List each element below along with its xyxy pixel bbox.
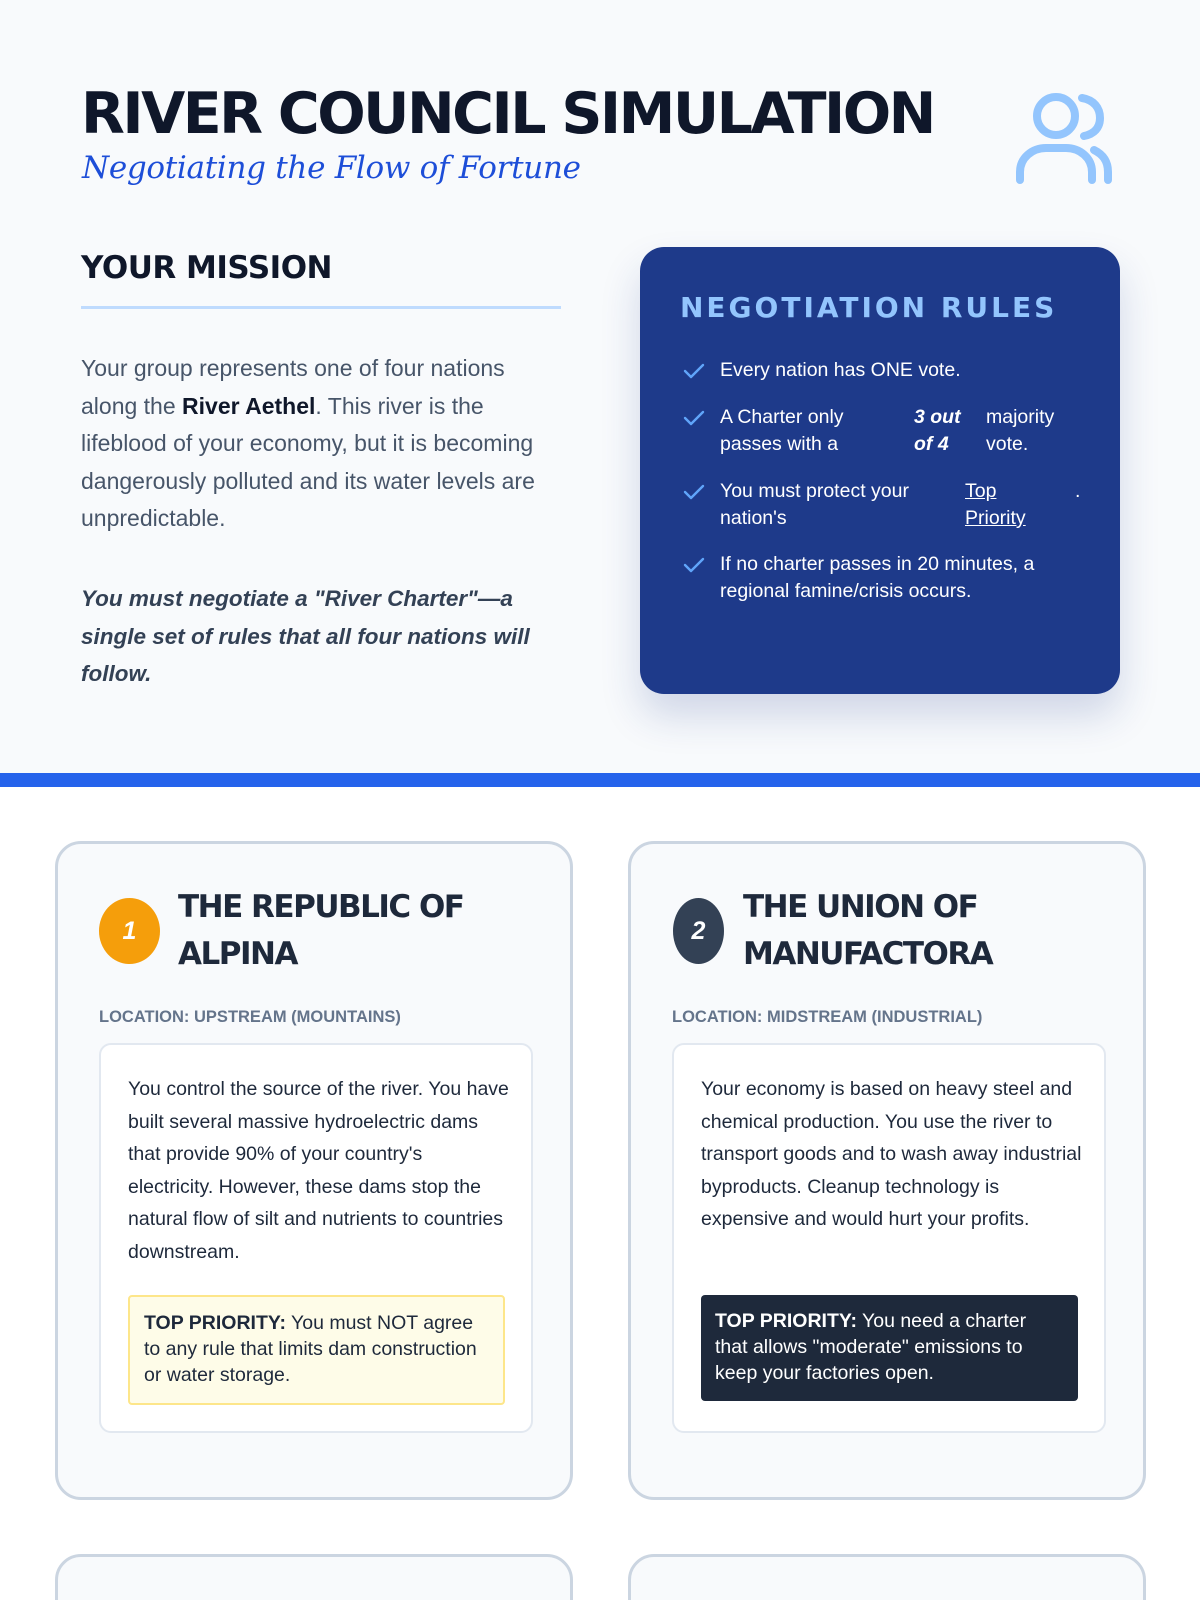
nation-card-manufactora (628, 841, 1146, 1500)
nation-description: You control the source of the river. You have built several massive hydroelectric dams that provide 90% of your country's electricity. However, these dams stop the natural flow of silt and nutrients to countries downstream. (128, 1078, 509, 1263)
nation-name: THE REPUBLIC OF ALPINA (178, 889, 464, 972)
rule-emphasis: 3 out of 4 (914, 406, 961, 455)
mission-divider (81, 306, 561, 309)
check-icon (682, 555, 706, 575)
page-subtitle: Negotiating the Flow of Fortune (82, 150, 581, 186)
rule-text: majority vote. (986, 406, 1055, 455)
page-title: RIVER COUNCIL SIMULATION (81, 81, 934, 147)
nation-number-badge: 2 (673, 898, 724, 964)
mission-emphasis: You must negotiate a "River Charter"—a single set of rules that all four nations will follow. (81, 586, 530, 686)
top-priority-box (128, 1295, 505, 1405)
nation-brief (99, 1043, 533, 1433)
rule-text: You must protect your nation's (720, 480, 909, 529)
top-priority-box (701, 1295, 1078, 1401)
nation-card-alpina (55, 841, 573, 1500)
nation-name: THE UNION OF MANUFACTORA (743, 889, 993, 972)
rule-item (680, 551, 1090, 605)
priority-text: You need a charter that allows "moderate" emissions to keep your factories open. (715, 1310, 1027, 1384)
nation-location: LOCATION: UPSTREAM (MOUNTAINS) (99, 1008, 401, 1026)
priority-label: TOP PRIORITY: (144, 1312, 286, 1334)
rule-text: . (1075, 480, 1081, 502)
priority-label: TOP PRIORITY: (715, 1310, 857, 1332)
nation-number-badge: 1 (99, 898, 160, 964)
priority-text: You must NOT agree to any rule that limits dam construction or water storage. (144, 1312, 477, 1386)
mission-heading: YOUR MISSION (81, 250, 333, 286)
rule-text: A Charter only passes with a (720, 406, 844, 455)
rule-item (680, 357, 1090, 384)
rules-heading: NEGOTIATION RULES (680, 291, 1058, 324)
river-name: River Aethel (182, 392, 316, 419)
rule-text: Every nation has ONE vote. (720, 359, 961, 381)
mission-text-end: . This river is the lifeblood of your economy, but it is becoming dangerously polluted and its water levels are unpredictable. (81, 392, 535, 531)
check-icon (682, 482, 706, 502)
nation-description: Your economy is based on heavy steel and chemical production. You use the river to transport goods and to wash away industrial byproducts. Cleanup technology is expensive and would hurt your profits. (701, 1078, 1082, 1230)
rule-item (680, 478, 1090, 532)
check-icon (682, 408, 706, 428)
top-priority-link: Top Priority (965, 480, 1026, 529)
nation-card-partial (55, 1554, 573, 1600)
check-icon (682, 361, 706, 381)
nation-brief (672, 1043, 1106, 1433)
rule-item (680, 404, 1090, 458)
rule-text: If no charter passes in 20 minutes, a regional famine/crisis occurs. (720, 553, 1035, 602)
nation-location: LOCATION: MIDSTREAM (INDUSTRIAL) (672, 1008, 983, 1026)
nation-card-partial (628, 1554, 1146, 1600)
section-divider (0, 773, 1200, 787)
negotiation-rules-panel (640, 247, 1120, 694)
people-icon (1012, 88, 1118, 188)
mission-text (81, 350, 561, 538)
mission-text-start: Your group represents one of four nations along the (81, 355, 505, 419)
